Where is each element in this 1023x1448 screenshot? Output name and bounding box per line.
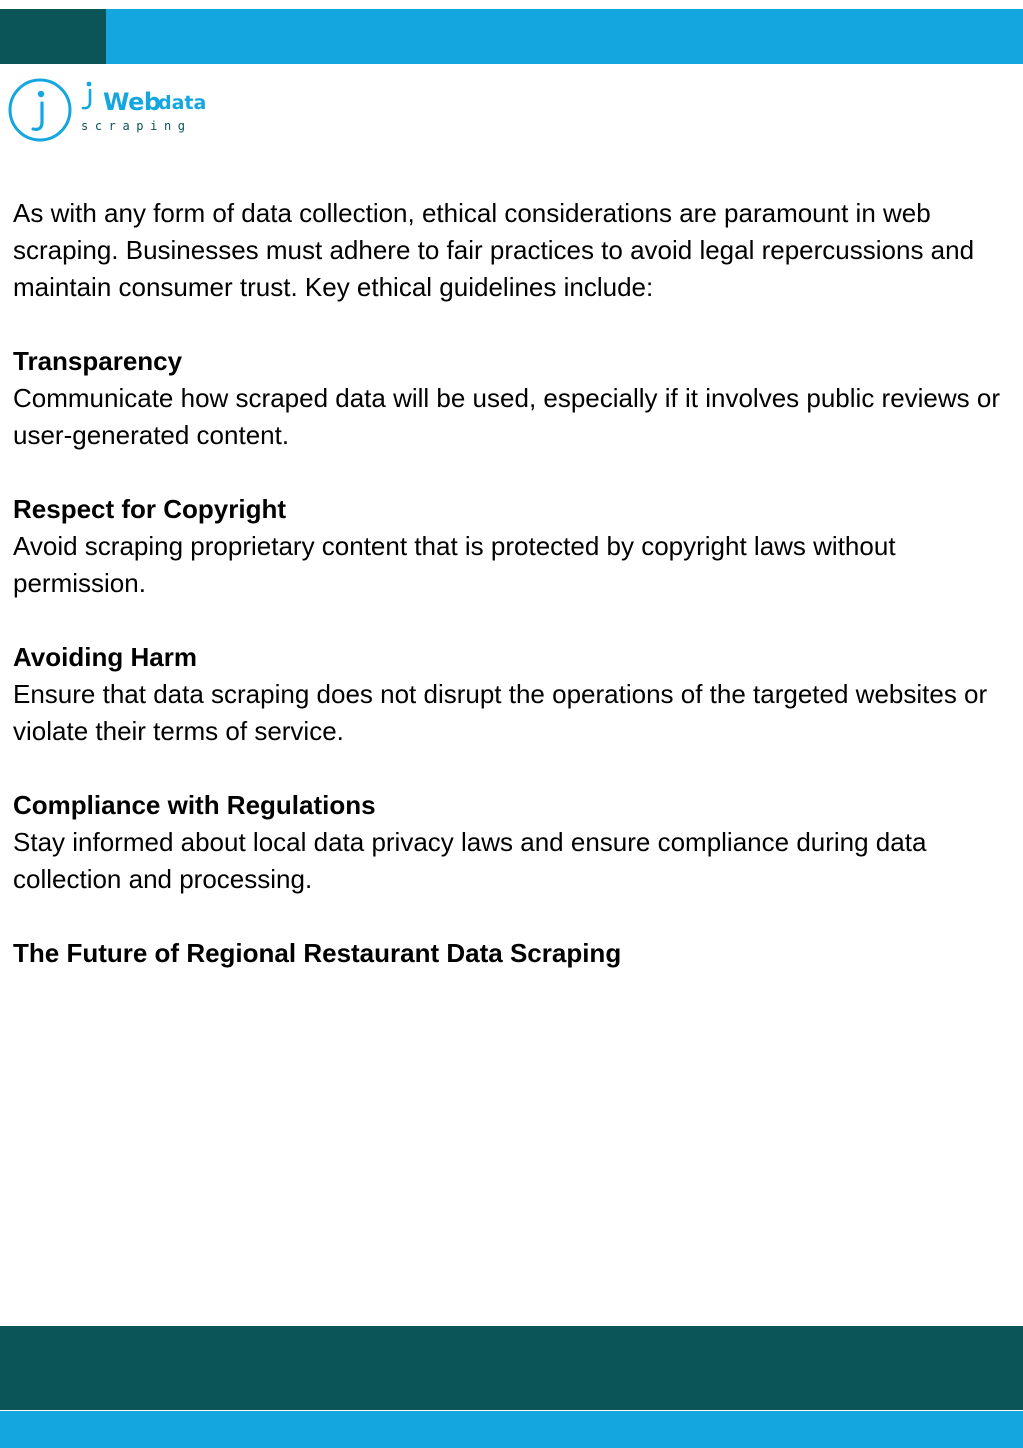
logo-circle-icon xyxy=(8,76,108,148)
intro-paragraph: As with any form of data collection, ethical considerations are paramount in web scraping. Businesses must adhere to fair practices to avoid legal repercussions and maintain consumer trust. Key ethical guidelines include: xyxy=(13,198,975,302)
section-heading: Transparency xyxy=(13,346,183,376)
section-body: Stay informed about local data privacy laws and ensure compliance during data collection and processing. xyxy=(13,827,927,894)
logo-subtitle: scraping xyxy=(81,119,192,133)
logo-word-web: Web xyxy=(103,88,161,116)
section-respect-for-copyright xyxy=(13,491,1013,602)
header-accent-block xyxy=(0,9,106,64)
logo-word-data: data xyxy=(158,92,207,114)
section-heading: Avoiding Harm xyxy=(13,642,197,672)
section-body: Avoid scraping proprietary content that is protected by copyright laws without permission. xyxy=(13,531,896,598)
footer-strip xyxy=(0,1411,1023,1448)
header-bar xyxy=(0,9,1023,64)
section-heading: Respect for Copyright xyxy=(13,494,287,524)
section-compliance-with-regulations xyxy=(13,787,1013,898)
closing-heading: The Future of Regional Restaurant Data Scraping xyxy=(13,938,622,968)
top-margin xyxy=(0,0,1023,9)
section-body: Communicate how scraped data will be used, especially if it involves public reviews or user-generated content. xyxy=(13,383,1001,450)
section-closing xyxy=(13,935,1013,972)
brand-logo xyxy=(8,76,238,146)
section-avoiding-harm xyxy=(13,639,1013,750)
footer-band xyxy=(0,1326,1023,1410)
section-transparency xyxy=(13,343,1013,454)
article-body xyxy=(13,195,1013,972)
section-heading: Compliance with Regulations xyxy=(13,790,376,820)
section-body: Ensure that data scraping does not disrupt the operations of the targeted websites or violate their terms of service. xyxy=(13,679,988,746)
